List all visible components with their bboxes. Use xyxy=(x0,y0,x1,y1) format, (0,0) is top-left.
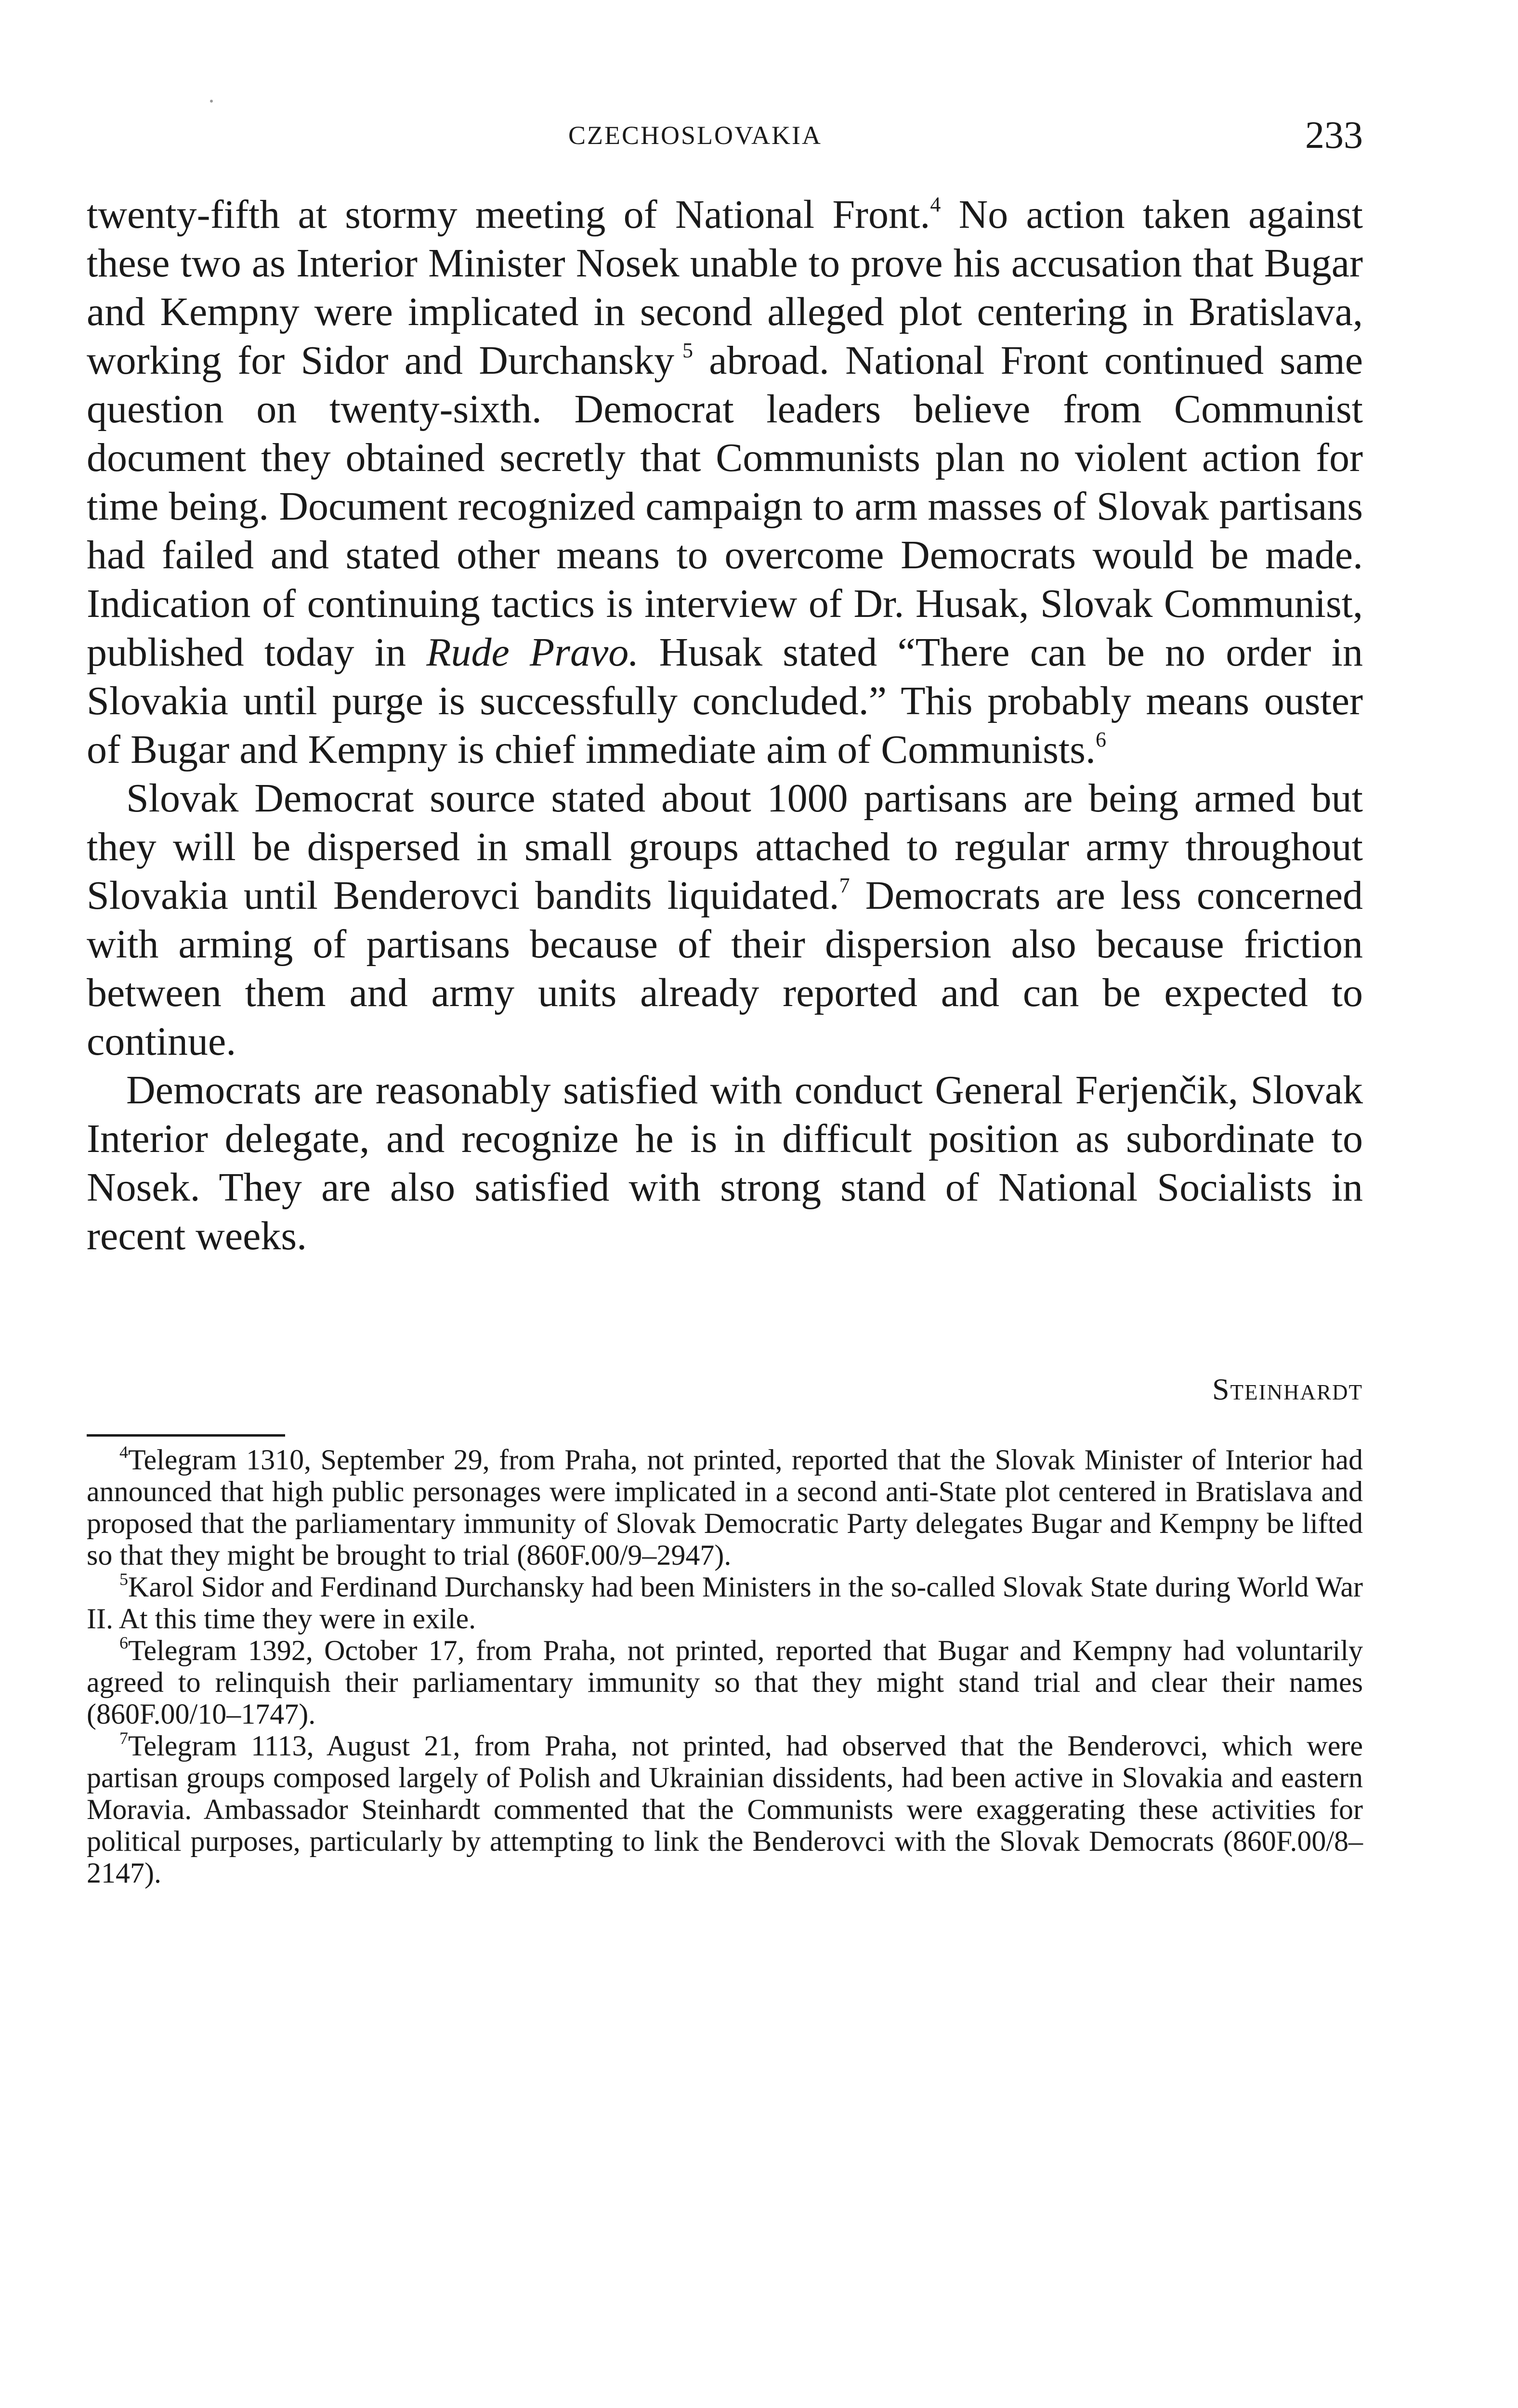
paragraph-1-text-b: No action taken against these two as Interior Minister Nosek unable to prove his accusation that Bugar and Kempny were implicated in second alleged plot centering in Bratislava, working for Sidor and Durchansky xyxy=(87,192,1363,383)
footnote-marker: 7 xyxy=(119,1728,128,1748)
paragraph-1-text-d: Husak stated “There can be no order in Slovakia until purge is successfully concluded.” This probably means ouster of Bugar and Kempny is chief immediate aim of Communists. xyxy=(87,630,1363,772)
footnote-text: Karol Sidor and Ferdinand Durchansky had been Ministers in the so-called Slovak State during World War II. At this time they were in exile. xyxy=(87,1571,1363,1635)
footnote-ref-7: 7 xyxy=(839,874,850,897)
paragraph-3: Democrats are reasonably satisfied with conduct General Ferjenčik, Slovak Interior delegate, and recognize he is in difficult position as subordinate to Nosek. They are also satisfied with strong stand of National Socialists in recent weeks. xyxy=(87,1068,1363,1258)
publication-title: Rude Pravo. xyxy=(426,630,639,675)
paragraph-1 xyxy=(87,190,1363,774)
footnote-marker: 6 xyxy=(119,1633,128,1652)
page-number: 233 xyxy=(1305,114,1363,157)
footnote-marker: 5 xyxy=(119,1570,128,1589)
footnote-text: Telegram 1392, October 17, from Praha, not printed, reported that Bugar and Kempny had voluntarily agreed to relinquish their parliamentary immunity so that they might stand trial and clear their names (860F.00/10–1747). xyxy=(87,1635,1363,1730)
paragraph-1-text-c: abroad. National Front continued same question on twenty-sixth. Democrat leaders believe from Communist document they obtained secretly that Communists plan no violent action for time being. Document recognized campaign to arm masses of Slovak partisans had failed and stated other means to overcome Democrats would be made. Indication of continuing tactics is interview of Dr. Husak, Slovak Communist, published today in xyxy=(87,338,1363,675)
footnote-5 xyxy=(87,1571,1363,1635)
footnote-text: Telegram 1310, September 29, from Praha, not printed, reported that the Slovak Minister of Interior had announced that high public personages were implicated in a second anti-State plot centered in Bratislava and proposed that the parliamentary immunity of Slovak Democratic Party delegates Bugar and Kempny be lifted so that they might be brought to trial (860F.00/9–2947). xyxy=(87,1444,1363,1571)
footnote-marker: 4 xyxy=(119,1442,128,1462)
main-text xyxy=(87,190,1363,1260)
paragraph-2-text-b: Democrats are less concerned with arming of partisans because of their dispersion also because friction between them and army units already reported and can be expected to continue. xyxy=(87,873,1363,1064)
footnote-4 xyxy=(87,1444,1363,1571)
footnote-ref-4: 4 xyxy=(930,193,941,216)
footnote-7 xyxy=(87,1730,1363,1889)
paragraph-2 xyxy=(87,774,1363,1066)
footnote-divider xyxy=(87,1434,285,1437)
paragraph-1-text-a: twenty-fifth at stormy meeting of National Front. xyxy=(87,192,930,237)
footnote-ref-6: 6 xyxy=(1095,728,1106,751)
stray-ink-mark xyxy=(210,100,213,103)
signature: Steinhardt xyxy=(1212,1372,1363,1406)
footnotes xyxy=(87,1444,1363,1889)
footnote-text: Telegram 1113, August 21, from Praha, not printed, had observed that the Benderovci, which were partisan groups composed largely of Polish and Ukrainian dissidents, had been active in Slovakia and eastern Moravia. Ambassador Steinhardt commented that the Communists were exaggerating these activities for political purposes, particularly by attempting to link the Benderovci with the Slovak Democrats (860F.00/8–2147). xyxy=(87,1730,1363,1889)
paragraph-2-text-a: Slovak Democrat source stated about 1000 partisans are being armed but they will be dispersed in small groups attached to regular army throughout Slovakia until Benderovci bandits liquidated. xyxy=(87,776,1363,918)
footnote-ref-5: 5 xyxy=(682,339,694,362)
footnote-6 xyxy=(87,1635,1363,1730)
running-header-title: CZECHOSLOVAKIA xyxy=(568,121,823,150)
